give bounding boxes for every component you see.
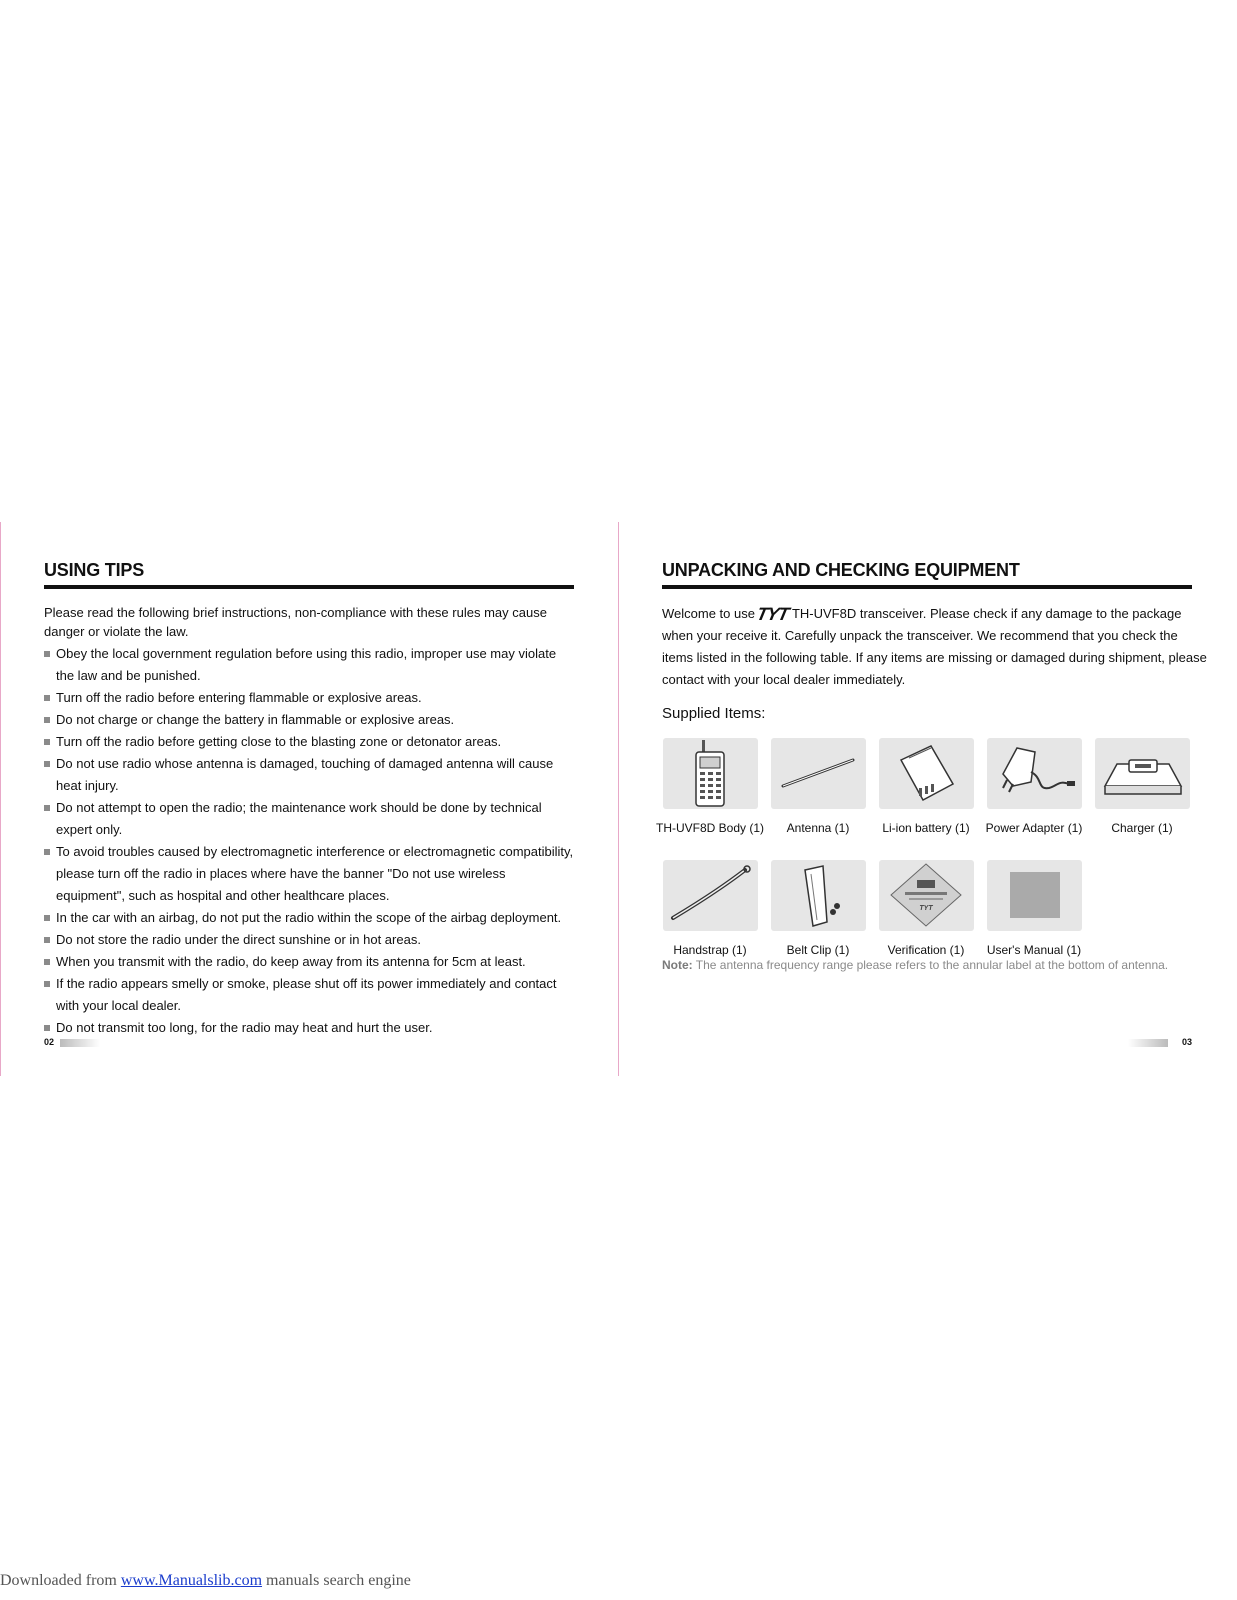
item-label: Handstrap (1) xyxy=(673,943,747,957)
tip-text: Turn off the radio before getting close to the blasting zone or detonator areas. xyxy=(56,734,502,749)
title-underline xyxy=(662,585,1192,589)
item-label: Belt Clip (1) xyxy=(786,943,850,957)
unpacking-page xyxy=(656,560,1210,978)
note-label: Note: xyxy=(662,958,693,972)
using-tips-title: USING TIPS xyxy=(44,560,145,580)
tip-text: Do not store the radio under the direct sunshine or in hot areas. xyxy=(56,932,421,947)
list-item xyxy=(872,738,980,835)
manual-icon xyxy=(987,860,1082,931)
bullet-icon xyxy=(44,849,50,855)
unpacking-title: UNPACKING AND CHECKING EQUIPMENT xyxy=(662,560,1020,580)
tip-text: Do not use radio whose antenna is damaged, touching of damaged antenna will cause heat injury. xyxy=(56,756,554,793)
radio-body-icon xyxy=(663,738,758,809)
left-edge-line xyxy=(0,522,1,1076)
list-item xyxy=(44,973,574,1017)
welcome-text: Welcome to use xyxy=(662,606,755,621)
svg-text:TYT: TYT xyxy=(918,905,933,912)
list-item xyxy=(656,860,764,957)
list-item xyxy=(980,860,1088,957)
list-item xyxy=(44,951,574,973)
antenna-note xyxy=(662,958,1168,972)
title-underline xyxy=(44,585,574,589)
welcome-paragraph xyxy=(662,603,1210,691)
bullet-icon xyxy=(44,761,50,767)
page-number-bar-left xyxy=(60,1039,100,1047)
tip-text: Do not attempt to open the radio; the maintenance work should be done by technical expert only. xyxy=(56,800,542,837)
list-item xyxy=(764,860,872,957)
list-item xyxy=(764,738,872,835)
list-item xyxy=(872,860,980,957)
bullet-icon xyxy=(44,739,50,745)
bullet-icon xyxy=(44,937,50,943)
list-item xyxy=(44,1017,574,1039)
footer-suffix: manuals search engine xyxy=(266,1572,411,1589)
center-fold-line xyxy=(618,522,619,1076)
list-item xyxy=(1088,738,1196,835)
bullet-icon xyxy=(44,959,50,965)
supplied-items-title: Supplied Items: xyxy=(662,705,766,722)
item-label: Power Adapter (1) xyxy=(985,821,1083,835)
list-item xyxy=(44,907,574,929)
item-label: Antenna (1) xyxy=(786,821,850,835)
verification-tag-icon xyxy=(879,860,974,931)
manualslib-link[interactable]: www.Manualslib.com xyxy=(120,1572,263,1589)
tyt-logo: TYT xyxy=(754,604,791,624)
list-item xyxy=(44,687,574,709)
using-tips-page xyxy=(44,560,574,1039)
bullet-icon xyxy=(44,1025,50,1031)
tip-text: In the car with an airbag, do not put the radio within the scope of the airbag deployment. xyxy=(56,910,562,925)
power-adapter-icon xyxy=(987,738,1082,809)
tip-text: When you transmit with the radio, do keep away from its antenna for 5cm at least. xyxy=(56,954,526,969)
tip-text: Obey the local government regulation before using this radio, improper use may violate the law and be punished. xyxy=(56,646,557,683)
tips-list xyxy=(44,643,574,1039)
belt-clip-icon xyxy=(771,860,866,931)
item-label: Charger (1) xyxy=(1111,821,1173,835)
welcome-text: TH-UVF8D transceiver. Please check if any damage to the package when your receive it. Carefully unpack the transceiver. We recommend that you check the items listed in the following table. If any items are missing or damaged during shipment, please contact with your local dealer immediately. xyxy=(662,606,1207,687)
bullet-icon xyxy=(44,717,50,723)
bullet-icon xyxy=(44,651,50,657)
page-number-bar-right xyxy=(1128,1039,1168,1047)
item-label: TH-UVF8D Body (1) xyxy=(656,821,765,835)
charger-icon xyxy=(1095,738,1190,809)
tip-text: Do not charge or change the battery in flammable or explosive areas. xyxy=(56,712,455,727)
item-label: User's Manual (1) xyxy=(986,943,1082,957)
tip-text: Turn off the radio before entering flammable or explosive areas. xyxy=(56,690,422,705)
list-item xyxy=(44,731,574,753)
tip-text: To avoid troubles caused by electromagnetic interference or electromagnetic compatibility, please turn off the radio in places where have the banner "Do not use wireless equipment", such as hospital and other healthcare places. xyxy=(56,844,574,903)
bullet-icon xyxy=(44,981,50,987)
download-footer xyxy=(0,1572,411,1590)
antenna-icon xyxy=(771,738,866,809)
list-item xyxy=(656,738,764,835)
list-item xyxy=(44,797,574,841)
list-item xyxy=(980,738,1088,835)
bullet-icon xyxy=(44,915,50,921)
list-item xyxy=(44,841,574,907)
using-tips-intro: Please read the following brief instructions, non-compliance with these rules may cause danger or violate the law. xyxy=(44,605,547,639)
supplied-items-grid xyxy=(656,738,1210,978)
bullet-icon xyxy=(44,805,50,811)
handstrap-icon xyxy=(663,860,758,931)
note-text: The antenna frequency range please refers to the annular label at the bottom of antenna. xyxy=(695,958,1169,972)
battery-icon xyxy=(879,738,974,809)
tip-text: Do not transmit too long, for the radio may heat and hurt the user. xyxy=(56,1020,433,1035)
page-number-left: 02 xyxy=(44,1037,55,1047)
tip-text: If the radio appears smelly or smoke, please shut off its power immediately and contact with your local dealer. xyxy=(56,976,557,1013)
page-number-right: 03 xyxy=(1182,1037,1193,1047)
list-item xyxy=(44,709,574,731)
item-label: Li-ion battery (1) xyxy=(882,821,970,835)
footer-prefix: Downloaded from xyxy=(0,1572,117,1589)
list-item xyxy=(44,753,574,797)
list-item xyxy=(44,929,574,951)
bullet-icon xyxy=(44,695,50,701)
item-label: Verification (1) xyxy=(887,943,965,957)
list-item xyxy=(44,643,574,687)
